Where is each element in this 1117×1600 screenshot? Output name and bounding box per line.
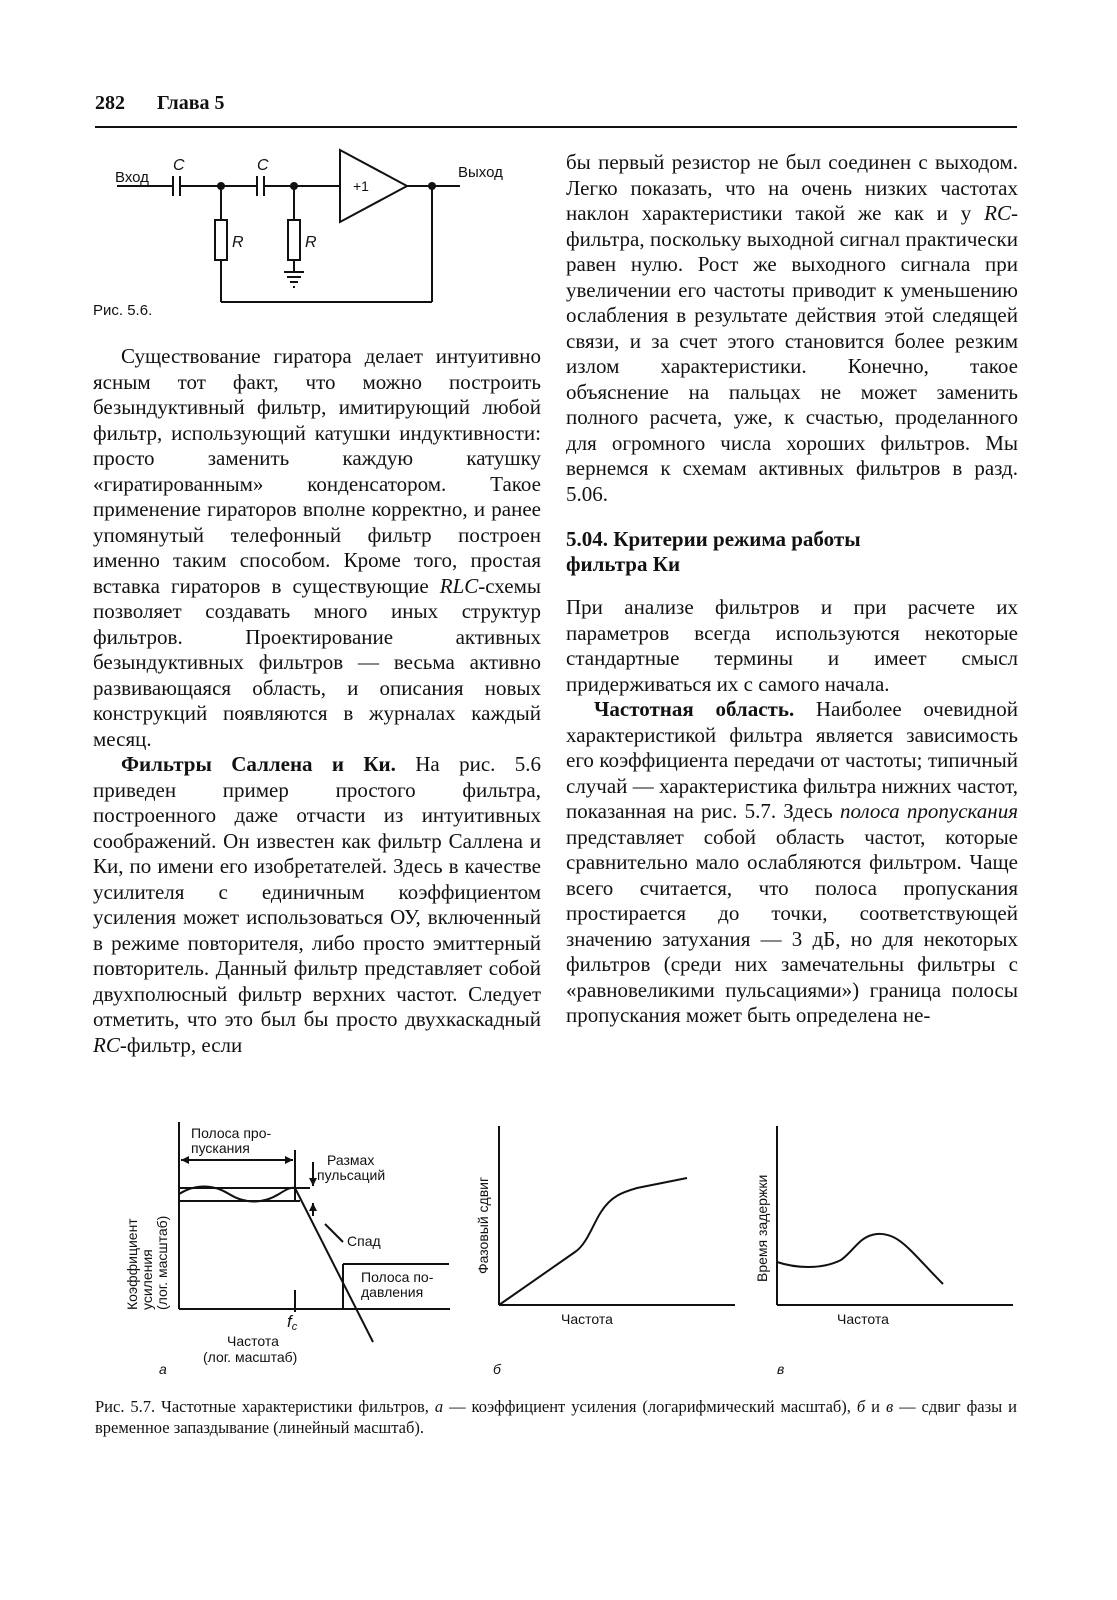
stopband-label-line1: Полоса по- — [361, 1269, 434, 1285]
output-label: Выход — [458, 164, 503, 181]
right-column — [566, 150, 1018, 1029]
paragraph-frequency-domain: Частотная область. Наиболее очевидной характеристикой фильтра является зависимость его коэффициента передачи от частоты; типичный случай — характеристика фильтра нижних частот, показанная на рис. 5.7. Здесь полоса пропускания представляет собой область частот, которые сравнительно мало ослабляются фильтром. Чаще всего считается, что полоса пропускания простирается до точки, соответствующей значению затухания — 3 дБ, но для некоторых фильтров (среди них замечательны фильтры с «равновеликими пульсациями») граница полосы пропускания может быть определена не- — [566, 697, 1018, 1027]
paragraph-continuation: бы первый резистор не был соединен с выходом. Легко показать, что на очень низких частотах наклон характеристики такой же как и у RC-фильтра, поскольку выходной сигнал практически равен нулю. Рост же выходного сигнала при увеличении его частоты приводит к уменьшению ослабления в результате действия этой следящей связи, и за счет этого становится более резким излом характеристики. Конечно, такое объяснение на пальцах не может заменить полного расчета, уже, к счастью, проделанного для огромного числа хороших фильтров. Мы вернемся к схемам активных фильтров в разд. 5.06. — [566, 150, 1018, 506]
rolloff-label: Спад — [347, 1233, 381, 1249]
figure-5-6-caption: Рис. 5.6. — [93, 302, 153, 319]
gain-xlabel-line2: (лог. масштаб) — [203, 1349, 298, 1365]
phase-xlabel: Частота — [561, 1311, 613, 1327]
ripple-label-line2: пульсаций — [317, 1167, 386, 1183]
figure-5-7-frequency-characteristics — [95, 1112, 1015, 1392]
time-delay-plot — [754, 1126, 1013, 1377]
panel-letter-c: в — [777, 1361, 785, 1377]
paragraph-sallen-key: Фильтры Саллена и Ки. На рис. 5.6 приведен пример простого фильтра, построенного даже отчасти из интуитивных соображений. Он известен как фильтр Саллена и Ки, по имени его изобретателей. Здесь в качестве усилителя с единичным коэффициентом усиления может использоваться ОУ, включенный в режиме повторителя, либо просто эмиттерный повторитель. Данный фильтр представляет собой двухполюсный фильтр верхних частот. Следует отметить, что это был бы просто двухкаскадный RC-фильтр, если — [93, 752, 541, 1057]
cutoff-frequency-label: fc — [287, 1312, 298, 1333]
delay-ylabel: Время задержки — [754, 1174, 770, 1282]
phase-ylabel: Фазовый сдвиг — [475, 1176, 491, 1274]
paragraph-gyrator: Существование гиратора делает интуитивно ясным тот факт, что можно построить безындуктивный фильтр, имитирующий любой фильтр, использующий катушки индуктивности: просто заменить каждую катушку «гиратированным» конденсатором. Такое применение гираторов вполне корректно, и ранее упомянутый телефонный фильтр построен именно таким способом. Кроме того, простая вставка гираторов в существующие RLC-схемы позволяет создавать много иных структур фильтров. Проектирование активных безындуктивных фильтров — весьма активно развивающаяся область, и описания новых конструкций появляются в журналах каждый месяц. — [93, 344, 541, 751]
gain-ylabel-line2: усиления — [139, 1249, 155, 1310]
paragraph-terms: При анализе фильтров и при расчете их параметров всегда используются некоторые стандартные термины и имеет смысл придерживаться их с самого начала. — [566, 595, 1018, 696]
resistor-label-1: R — [232, 234, 244, 251]
gain-xlabel-line1: Частота — [227, 1333, 279, 1349]
passband-label-line1: Полоса про- — [191, 1125, 272, 1141]
left-column — [93, 344, 541, 1058]
passband-label-line2: пускания — [191, 1140, 250, 1156]
sallen-key-circuit-diagram — [95, 146, 535, 312]
delay-xlabel: Частота — [837, 1311, 889, 1327]
page-header — [95, 92, 1017, 128]
page-number: 282 — [95, 92, 125, 114]
panel-letter-a: а — [159, 1361, 167, 1377]
chapter-title: Глава 5 — [157, 92, 225, 114]
capacitor-label-1: C — [173, 157, 185, 174]
resistor-label-2: R — [305, 234, 317, 251]
phase-shift-plot — [475, 1126, 735, 1377]
gain-ylabel-line3: (лог. масштаб) — [154, 1215, 170, 1310]
stopband-label-line2: давления — [361, 1284, 424, 1300]
amplifier-gain-label: +1 — [353, 178, 369, 194]
ripple-label-line1: Размах — [327, 1152, 375, 1168]
capacitor-label-2: C — [257, 157, 269, 174]
figure-5-7-caption: Рис. 5.7. Частотные характеристики фильтров, а — коэффициент усиления (логарифмический масштаб), б и в — сдвиг фазы и временное запаздывание (линейный масштаб). — [95, 1397, 1017, 1437]
gain-response-plot — [124, 1122, 450, 1377]
gain-ylabel-line1: Коэффициент — [124, 1218, 140, 1310]
input-label: Вход — [115, 169, 149, 186]
section-heading: 5.04. Критерии режима работы фильтра Ки — [566, 527, 861, 576]
panel-letter-b: б — [493, 1361, 501, 1377]
